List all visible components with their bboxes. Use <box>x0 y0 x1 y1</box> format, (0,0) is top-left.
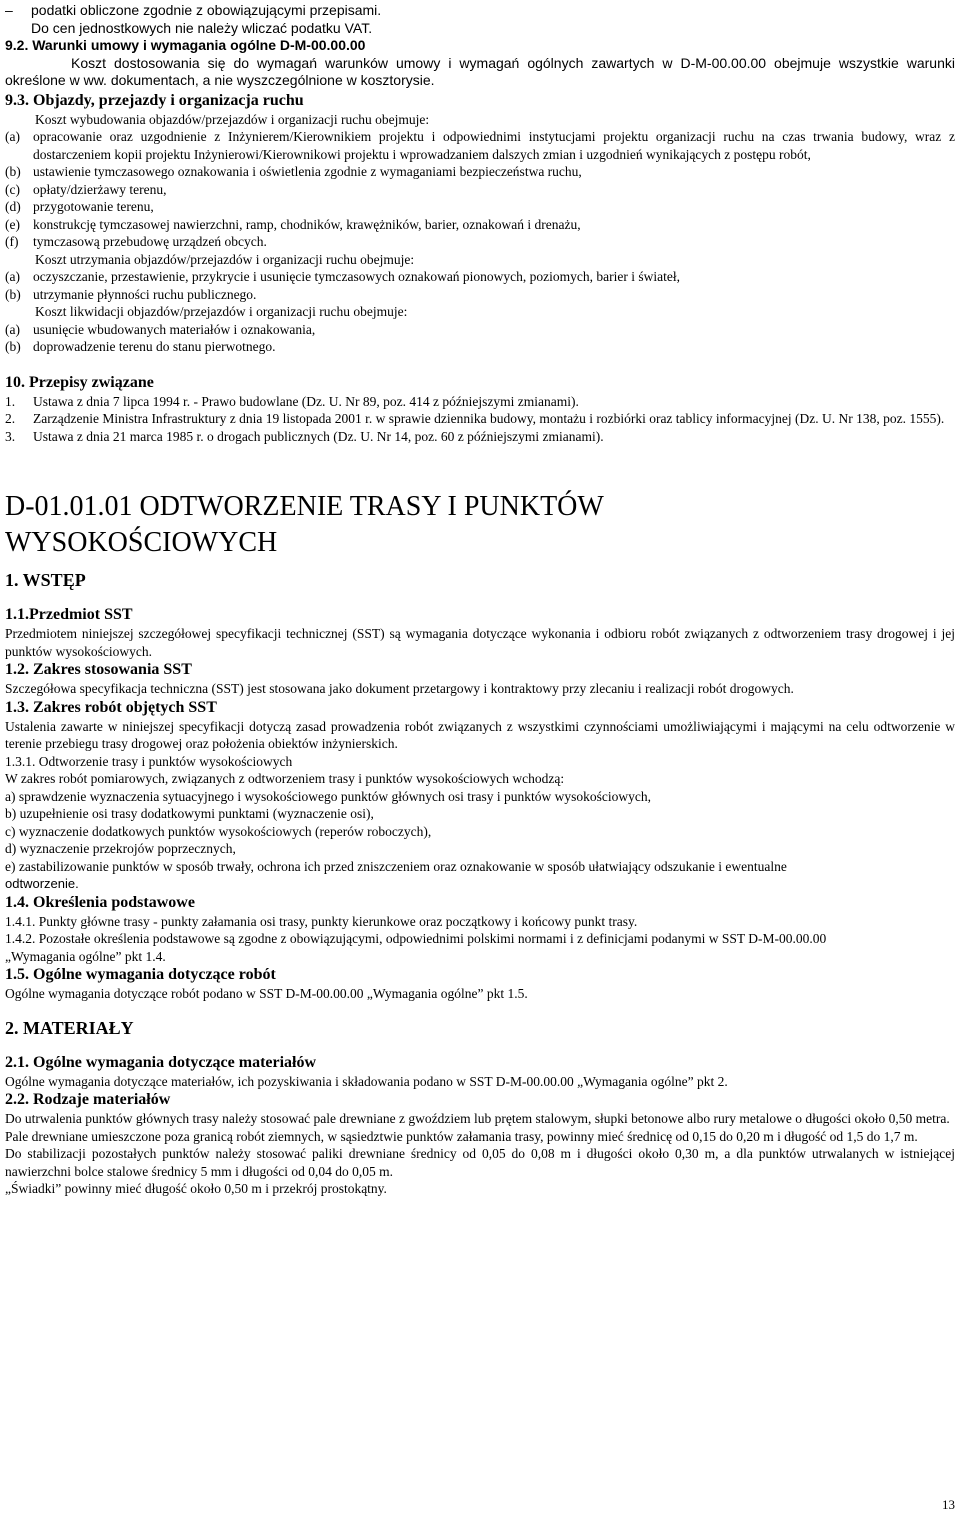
list-text: utrzymanie płynności ruchu publicznego. <box>33 286 257 302</box>
paragraph-2-2b: Pale drewniane umieszczone poza granicą robót ziemnych, w sąsiedztwie punktów załamania trasy, powinny mieć średnicę od 0,15 do 0,20 m i długość od 1,5 do 1,7 m. <box>5 1128 918 1144</box>
heading-1-1: 1.1.Przedmiot SST <box>5 606 133 623</box>
paragraph-9-2 <box>5 55 955 90</box>
heading-9-3: 9.3. Objazdy, przejazdy i organizacja ruchu <box>5 91 304 109</box>
list-item: d) wyznaczenie przekrojów poprzecznych, <box>5 841 236 856</box>
list-item: c) wyznaczenie dodatkowych punktów wysokościowych (reperów roboczych), <box>5 823 432 839</box>
paragraph-1-3-1-intro: W zakres robót pomiarowych, związanych z odtworzeniem trasy i punktów wysokościowych wchodzą: <box>5 771 565 786</box>
list-text: Ustawa z dnia 7 lipca 1994 r. - Prawo budowlane (Dz. U. Nr 89, poz. 414 z późniejszymi zmianami). <box>33 393 579 409</box>
list-marker: (f) <box>5 234 19 249</box>
list-marker: 3. <box>5 428 16 444</box>
list-item <box>5 233 955 251</box>
heading-1-2: 1.2. Zakres stosowania SST <box>5 661 192 678</box>
list-item <box>5 321 955 339</box>
list-item: e) zastabilizowanie punktów w sposób trwały, ochrona ich przed zniszczeniem oraz oznakowanie w sposób ułatwiający odszukanie i ewentualne <box>5 858 787 874</box>
paragraph-odtworzenie: odtworzenie. <box>5 876 79 891</box>
paragraph-1-3: Ustalenia zawarte w niniejszej specyfikacji dotyczą zasad prowadzenia robót związanych z wszystkimi czynnościami umożliwiającymi i mającymi na celu odtworzenie w terenie przebiegu trasy drogowej oraz położenia obiektów inżynierskich. <box>5 718 955 751</box>
heading-2: 2. MATERIAŁY <box>5 1017 134 1038</box>
list-item <box>5 128 955 163</box>
list-marker: (d) <box>5 199 21 214</box>
list-item: a) sprawdzenie wyznaczenia sytuacyjnego i wysokościowego punktów głównych osi trasy i punktów wysokościowych, <box>5 788 651 804</box>
vat-note-text: Do cen jednostkowych nie należy wliczać podatku VAT. <box>31 19 373 36</box>
paragraph-1-2: Szczegółowa specyfikacja techniczna (SST) jest stosowana jako dokument przetargowy i kontraktowy przy zlecaniu i realizacji robót drogowych. <box>5 681 794 696</box>
page-number: 13 <box>942 1497 955 1512</box>
list-text: Zarządzenie Ministra Infrastruktury z dnia 19 listopada 2001 r. w sprawie dziennika budowy, montażu i rozbiórki oraz tablicy informacyjnej (Dz. U. Nr 138, poz. 1555). <box>33 411 945 426</box>
list-survey-works <box>5 788 955 876</box>
list-maintain <box>5 268 955 303</box>
list-item <box>5 198 955 216</box>
list-marker: (a) <box>5 269 20 284</box>
paragraph-2-2d: „Świadki” powinny mieć długość około 0,50 m i przekrój prostokątny. <box>5 1181 387 1196</box>
heading-1-4: 1.4. Określenia podstawowe <box>5 893 195 911</box>
list-item <box>5 338 955 356</box>
heading-9-2: 9.2. Warunki umowy i wymagania ogólne D-M-00.00.00 <box>5 37 366 53</box>
paragraph-1-3-1: 1.3.1. Odtworzenie trasy i punktów wysokościowych <box>5 753 293 769</box>
paragraph-2-2a: Do utrwalenia punktów głównych trasy należy stosować pale drewniane z gwoździem lub prętem stalowym, słupki betonowe albo rury metalowe o długości około 0,50 metra. <box>5 1111 950 1126</box>
list-marker: (a) <box>5 129 20 144</box>
paragraph-2-1: Ogólne wymagania dotyczące materiałów, ich pozyskiwania i składowania podano w SST D-M-00.00.00 „Wymagania ogólne” pkt 2. <box>5 1073 728 1089</box>
paragraph-1-5: Ogólne wymagania dotyczące robót podano w SST D-M-00.00.00 „Wymagania ogólne” pkt 1.5. <box>5 986 528 1001</box>
list-marker: (b) <box>5 286 21 302</box>
list-text: usunięcie wbudowanych materiałów i oznakowania, <box>33 321 316 337</box>
list-item <box>5 393 955 411</box>
list-item <box>5 216 955 234</box>
document-page <box>5 0 955 1198</box>
paragraph-2-2c: Do stabilizacji pozostałych punktów należy stosować paliki drewniane średnicy od 0,05 do 0,08 m i długości około 0,30 m, a dla punktów utrwalanych w istniejącej nawierzchni bolce stalowe średnicy 5 mm i długości od 0,04 do 0,05 m. <box>5 1146 955 1179</box>
heading-1-5: 1.5. Ogólne wymagania dotyczące robót <box>5 966 276 983</box>
heading-1-3: 1.3. Zakres robót objętych SST <box>5 698 217 716</box>
list-text: tymczasową przebudowę urządzeń obcych. <box>33 234 267 249</box>
list-item <box>5 181 955 199</box>
list-text: opracowanie oraz uzgodnienie z Inżynierem/Kierownikiem projektu i odpowiednimi instytucjami projektu organizacji ruchu na czas trwania budowy, wraz z dostarczeniem kopii projektu Inżynierowi/Kierownikowi projektu i wprowadzaniem dalszych zmian i uzgodnień wynikających z postępu robót, <box>33 129 955 162</box>
list-item: b) uzupełnienie osi trasy dodatkowymi punktami (wyznaczenie osi), <box>5 806 374 821</box>
heading-2-2: 2.2. Rodzaje materiałów <box>5 1091 171 1108</box>
paragraph-9-3-maintain: Koszt utrzymania objazdów/przejazdów i organizacji ruchu obejmuje: <box>35 251 415 267</box>
dash-line <box>5 2 955 20</box>
heading-1: 1. WSTĘP <box>5 570 86 590</box>
doc-title-line1: D-01.01.01 ODTWORZENIE TRASY I PUNKTÓW <box>5 491 604 522</box>
list-text: przygotowanie terenu, <box>33 199 154 214</box>
list-item <box>5 286 955 304</box>
vat-note <box>5 20 955 38</box>
paragraph-9-3-build: Koszt wybudowania objazdów/przejazdów i organizacji ruchu obejmuje: <box>35 111 430 127</box>
list-marker: (b) <box>5 339 21 354</box>
dash-mark: – <box>5 2 13 18</box>
paragraph-1-4-2b: „Wymagania ogólne” pkt 1.4. <box>5 948 166 964</box>
list-regulations <box>5 393 955 446</box>
list-text: opłaty/dzierżawy terenu, <box>33 181 167 197</box>
dash-text: podatki obliczone zgodnie z obowiązującymi przepisami. <box>31 2 382 18</box>
list-build <box>5 128 955 251</box>
paragraph-1-4-2: 1.4.2. Pozostałe określenia podstawowe są zgodne z obowiązującymi, odpowiednimi polskimi normami i z definicjami podanymi w SST D-M-00.00.00 <box>5 931 827 946</box>
list-marker: 1. <box>5 393 16 409</box>
list-text: doprowadzenie terenu do stanu pierwotnego. <box>33 339 276 354</box>
paragraph-1-4-1: 1.4.1. Punkty główne trasy - punkty załamania osi trasy, punkty kierunkowe oraz początkowy i końcowy punkt trasy. <box>5 913 638 929</box>
list-item <box>5 163 955 181</box>
paragraph-9-3-remove: Koszt likwidacji objazdów/przejazdów i organizacji ruchu obejmuje: <box>35 304 408 319</box>
paragraph-1-1: Przedmiotem niniejszej szczegółowej specyfikacji technicznej (SST) są wymagania dotyczące wykonania i odbioru robót związanych z odtworzeniem trasy drogowej i jej punktów wysokościowych. <box>5 626 955 659</box>
list-marker: 2. <box>5 411 16 426</box>
paragraph-9-2-text: Koszt dostosowania się do wymagań warunków umowy i wymagań ogólnych zawartych w D-M-00.00.00 obejmuje wszystkie warunki określone w ww. dokumentach, a nie wyszczególnione w kosztorysie. <box>5 54 955 88</box>
list-text: ustawienie tymczasowego oznakowania i oświetlenia zgodnie z wymaganiami bezpieczeństwa ruchu, <box>33 164 582 179</box>
list-item <box>5 268 955 286</box>
list-text: oczyszczanie, przestawienie, przykrycie i usunięcie tymczasowych oznakowań pionowych, poziomych, barier i świateł, <box>33 269 680 284</box>
list-marker: (a) <box>5 321 20 337</box>
list-item <box>5 428 955 446</box>
list-item <box>5 410 955 428</box>
heading-10: 10. Przepisy związane <box>5 373 154 391</box>
list-marker: (e) <box>5 216 20 232</box>
list-marker: (c) <box>5 181 20 197</box>
list-marker: (b) <box>5 164 21 179</box>
list-remove <box>5 321 955 356</box>
doc-title-line2: WYSOKOŚCIOWYCH <box>5 527 278 558</box>
heading-2-1: 2.1. Ogólne wymagania dotyczące materiałów <box>5 1053 317 1071</box>
list-text: Ustawa z dnia 21 marca 1985 r. o drogach publicznych (Dz. U. Nr 14, poz. 60 z późniejszymi zmianami). <box>33 428 604 444</box>
list-text: konstrukcję tymczasowej nawierzchni, ramp, chodników, krawężników, barier, oznakowań i drenażu, <box>33 216 581 232</box>
